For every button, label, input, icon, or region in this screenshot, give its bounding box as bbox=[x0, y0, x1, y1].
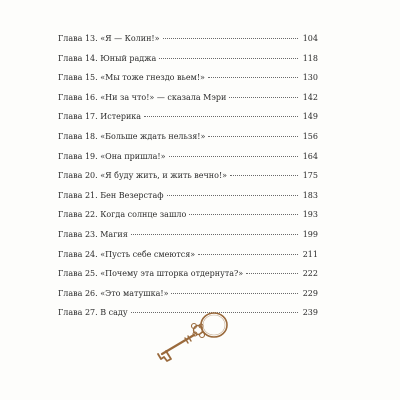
page-number: 229 bbox=[302, 288, 318, 298]
chapter-label: Глава 17. bbox=[58, 112, 98, 122]
page-number: 130 bbox=[302, 73, 318, 83]
page-number: 222 bbox=[302, 269, 318, 279]
chapter-title: Истерика bbox=[100, 112, 142, 122]
chapter-title: Магия bbox=[100, 229, 128, 239]
page-number: 149 bbox=[302, 112, 318, 122]
toc-entry bbox=[58, 250, 318, 270]
page-number: 164 bbox=[302, 151, 318, 161]
chapter-label: Глава 22. bbox=[58, 210, 98, 220]
chapter-title: «Я буду жить, и жить вечно!» bbox=[100, 171, 228, 181]
antique-key-icon bbox=[140, 300, 240, 370]
chapter-title: «Почему эта шторка отдернута?» bbox=[100, 269, 244, 279]
toc-entry bbox=[58, 191, 318, 211]
toc-entry bbox=[58, 112, 318, 132]
toc-entry bbox=[58, 269, 318, 289]
chapter-label: Глава 25. bbox=[58, 269, 98, 279]
chapter-title: В саду bbox=[100, 308, 128, 318]
page-number: 104 bbox=[302, 34, 318, 43]
toc-entry bbox=[58, 34, 318, 54]
dot-leader bbox=[144, 116, 298, 117]
chapter-label: Глава 24. bbox=[58, 249, 98, 259]
toc-entry bbox=[58, 171, 318, 191]
chapter-title: Бен Везерстаф bbox=[100, 190, 164, 200]
toc-entry bbox=[58, 132, 318, 152]
dot-leader bbox=[208, 136, 298, 137]
page-number: 175 bbox=[302, 171, 318, 181]
toc-entry bbox=[58, 152, 318, 172]
dot-leader bbox=[189, 214, 298, 215]
chapter-label: Глава 18. bbox=[58, 131, 98, 141]
dot-leader bbox=[167, 195, 299, 196]
chapter-label: Глава 16. bbox=[58, 92, 98, 102]
dot-leader bbox=[208, 77, 298, 78]
chapter-label: Глава 21. bbox=[58, 190, 98, 200]
dot-leader bbox=[246, 273, 298, 274]
chapter-title: Юный раджа bbox=[100, 53, 157, 63]
dot-leader bbox=[229, 97, 298, 98]
chapter-title: «Больше ждать нельзя!» bbox=[100, 131, 206, 141]
chapter-title: «Ни за что!» — сказала Мэри bbox=[100, 92, 227, 102]
dot-leader bbox=[171, 293, 298, 294]
chapter-title: «Это матушка!» bbox=[100, 288, 169, 298]
chapter-label: Глава 20. bbox=[58, 171, 98, 181]
page-number: 239 bbox=[302, 308, 318, 318]
toc-entry bbox=[58, 230, 318, 250]
chapter-label: Глава 27. bbox=[58, 308, 98, 318]
chapter-title: «Пусть себе смеются» bbox=[100, 249, 196, 259]
toc-entry bbox=[58, 210, 318, 230]
chapter-title: «Мы тоже гнездо вьем!» bbox=[100, 73, 205, 83]
page-number: 118 bbox=[302, 53, 318, 63]
chapter-title: Когда солнце зашло bbox=[100, 210, 187, 220]
key-illustration bbox=[140, 300, 240, 370]
page-number: 199 bbox=[302, 229, 318, 239]
chapter-label: Глава 13. bbox=[58, 34, 98, 43]
dot-leader bbox=[159, 58, 298, 59]
dot-leader bbox=[131, 234, 298, 235]
toc-entry bbox=[58, 93, 318, 113]
page-number: 211 bbox=[302, 249, 318, 259]
chapter-label: Глава 15. bbox=[58, 73, 98, 83]
chapter-title: «Она пришла!» bbox=[100, 151, 166, 161]
toc-entry bbox=[58, 73, 318, 93]
dot-leader bbox=[230, 175, 298, 176]
dot-leader bbox=[198, 254, 298, 255]
table-of-contents bbox=[58, 34, 318, 328]
page-number: 183 bbox=[302, 190, 318, 200]
chapter-label: Глава 23. bbox=[58, 229, 98, 239]
page-number: 142 bbox=[302, 92, 318, 102]
chapter-label: Глава 19. bbox=[58, 151, 98, 161]
chapter-label: Глава 26. bbox=[58, 288, 98, 298]
dot-leader bbox=[163, 38, 298, 39]
page-number: 193 bbox=[302, 210, 318, 220]
page-number: 156 bbox=[302, 131, 318, 141]
toc-entry bbox=[58, 54, 318, 74]
chapter-title: «Я — Колин!» bbox=[100, 34, 160, 43]
chapter-label: Глава 14. bbox=[58, 53, 98, 63]
dot-leader bbox=[169, 156, 298, 157]
